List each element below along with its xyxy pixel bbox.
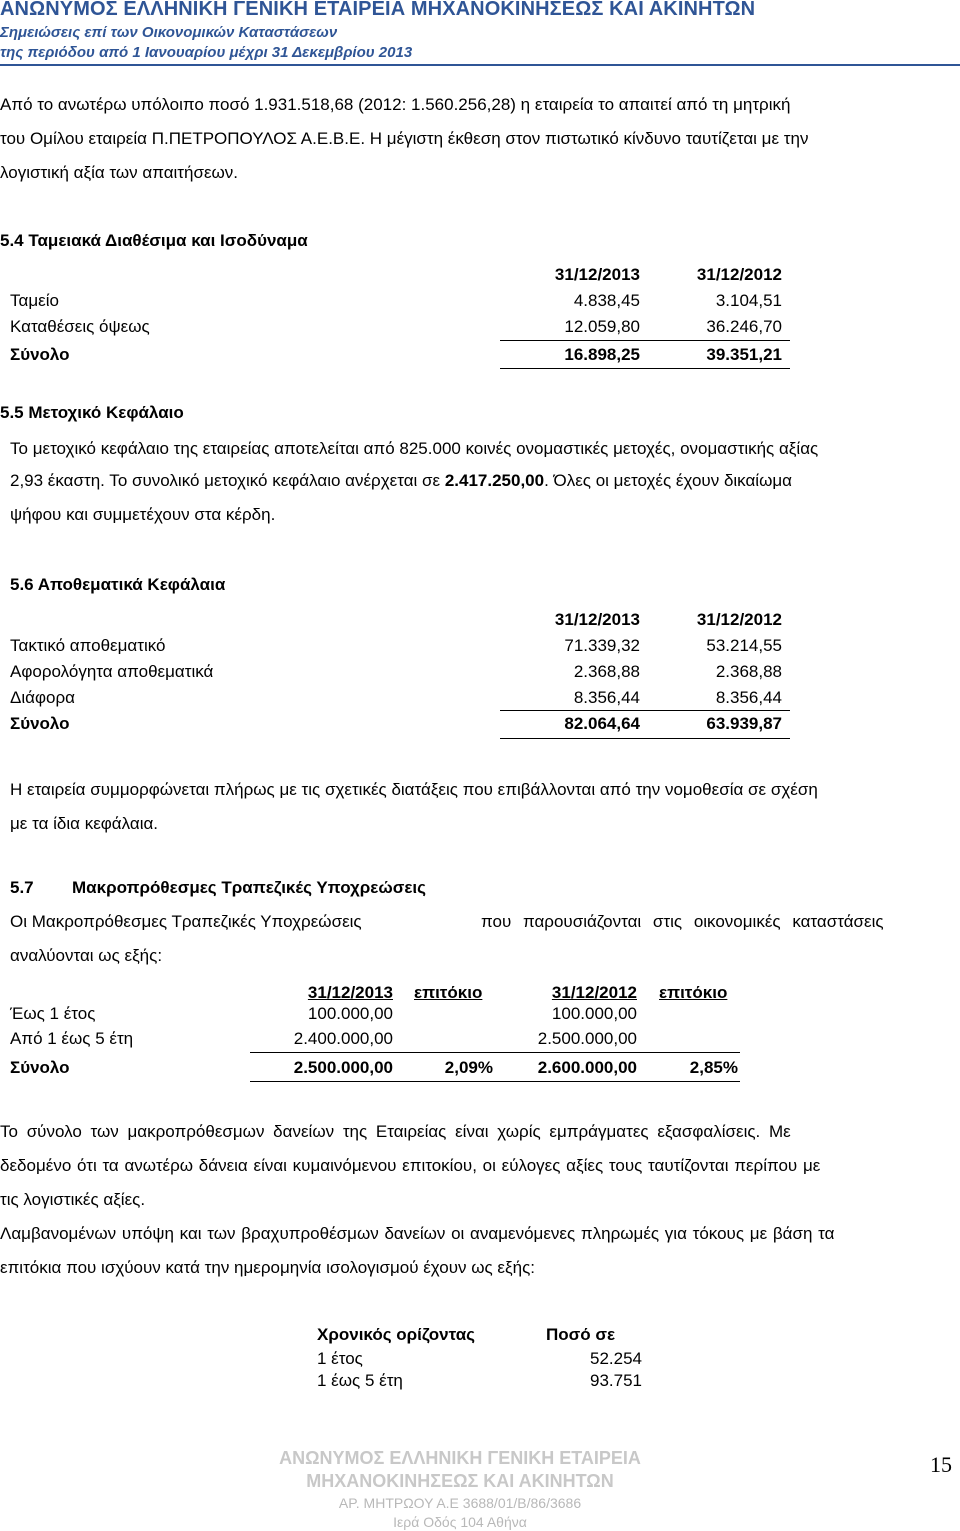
s57-intro-part-1: Οι Μακροπρόθεσμες Τραπεζικές Υποχρεώσεις (10, 912, 362, 931)
s57-total-label: Σύνολο (10, 1058, 70, 1077)
s57-p2-line-2: επιτόκια που ισχύουν κατά την ημερομηνία ισολογισμού έχουν ως εξής: (0, 1258, 535, 1277)
footer-company-line-2: ΜΗΧΑΝΟΚΙΝΗΣΕΩΣ ΚΑΙ ΑΚΙΝΗΤΩΝ (306, 1471, 614, 1491)
s56-col-2013: 31/12/2013 (554, 610, 640, 629)
s56-row-value: 71.339,32 (564, 636, 640, 655)
s57-p1-line-1: Το σύνολο των μακροπρόθεσμων δανείων της Εταιρείας είναι χωρίς εμπράγματες εξασφαλίσεις. Με (0, 1122, 791, 1141)
s57-total-value: 2.500.000,00 (293, 1058, 393, 1077)
s56-total-rule (500, 738, 790, 739)
document-period: της περιόδου από 1 Ιανουαρίου μέχρι 31 Δεκεμβρίου 2013 (0, 44, 413, 61)
s57-p2-line-1: Λαμβανομένων υπόψη και των βραχυπροθέσμων δανείων οι αναμενόμενες πληρωμές για τόκους με βάση τα (0, 1224, 835, 1243)
section-5-7-title: Μακροπρόθεσμες Τραπεζικές Υποχρεώσεις (72, 878, 426, 897)
s54-col-2012: 31/12/2012 (696, 265, 782, 284)
document-subtitle: Σημειώσεις επί των Οικονομικών Καταστάσεων (0, 24, 338, 41)
s57-row-value: 100.000,00 (307, 1004, 393, 1023)
interest-header-amount: Ποσό σε (546, 1325, 616, 1344)
footer-company-line-1: ΑΝΩΝΥΜΟΣ ΕΛΛΗΝΙΚΗ ΓΕΝΙΚΗ ΕΤΑΙΡΕΙΑ (279, 1448, 641, 1468)
s56-row-value: 2.368,88 (715, 662, 782, 681)
s57-col-rate-2012: επιτόκιο (659, 983, 728, 1002)
s54-total-value: 16.898,25 (564, 345, 640, 364)
s57-p1-line-2: δεδομένο ότι τα ανωτέρω δάνεια είναι κυμαινόμενου επιτοκίου, οι εύλογες αξίες τους ταυτίζονται περίπου με (0, 1156, 821, 1175)
s57-row-value: 100.000,00 (551, 1004, 637, 1023)
interest-row-label: 1 έως 5 έτη (317, 1371, 403, 1390)
s57-row-label: Από 1 έως 5 έτη (10, 1029, 134, 1048)
s54-col-2013: 31/12/2013 (554, 265, 640, 284)
s56-col-2012: 31/12/2012 (696, 610, 782, 629)
footer-registry: ΑΡ. ΜΗΤΡΩΟΥ Α.Ε 3688/01/Β/86/3686 (338, 1495, 582, 1511)
interest-header-horizon: Χρονικός ορίζοντας (317, 1325, 476, 1344)
intro-line-2: του Ομίλου εταιρεία Π.ΠΕΤΡΟΠΟΥΛΟΣ Α.Ε.Β.Ε. Η μέγιστη έκθεση στον πιστωτικό κίνδυνο ταυτίζεται με την (0, 129, 809, 148)
s54-row-value: 12.059,80 (564, 317, 640, 336)
s56-note-line-1: Η εταιρεία συμμορφώνεται πλήρως με τις σχετικές διατάξεις που επιβάλλονται από την νομοθεσία σε σχέση (10, 780, 818, 799)
s54-total-value: 39.351,21 (706, 345, 782, 364)
section-5-7-number: 5.7 (10, 878, 34, 897)
footer-address: Ιερά Οδός 104 Αθήνα (393, 1514, 527, 1530)
s56-row-label: Τακτικό αποθεματικό (10, 636, 166, 655)
s56-subtotal-rule (500, 710, 790, 711)
s54-total-rule (500, 368, 790, 369)
header-divider (0, 64, 960, 66)
s55-line-2: 2,93 έκαστη. Το συνολικό μετοχικό κεφάλαιο ανέρχεται σε 2.417.250,00. Όλες οι μετοχές έχουν δικαίωμα (10, 471, 792, 490)
s57-total-rate: 2,09% (444, 1058, 493, 1077)
s56-row-value: 53.214,55 (706, 636, 782, 655)
intro-line-1: Από το ανωτέρω υπόλοιπο ποσό 1.931.518,68 (2012: 1.560.256,28) η εταιρεία το απαιτεί από τη μητρική (0, 95, 791, 114)
s56-total-value: 82.064,64 (564, 714, 640, 733)
document-company-header: ΑΝΩΝΥΜΟΣ ΕΛΛΗΝΙΚΗ ΓΕΝΙΚΗ ΕΤΑΙΡΕΙΑ ΜΗΧΑΝΟΚΙΝΗΣΕΩΣ ΚΑΙ ΑΚΙΝΗΤΩΝ (0, 0, 756, 20)
s57-total-rate: 2,85% (689, 1058, 738, 1077)
s55-line-3: ψήφου και συμμετέχουν στα κέρδη. (10, 505, 276, 524)
page-number: 15 (930, 1452, 952, 1477)
s57-subtotal-rule (250, 1052, 740, 1053)
s54-subtotal-rule (500, 340, 790, 341)
s56-row-value: 8.356,44 (573, 688, 640, 707)
interest-row-value: 52.254 (590, 1349, 642, 1368)
s57-total-rule (250, 1081, 740, 1082)
s57-col-rate-2013: επιτόκιο (414, 983, 483, 1002)
s54-total-label: Σύνολο (10, 345, 70, 364)
s57-row-value: 2.400.000,00 (293, 1029, 393, 1048)
s56-note-line-2: με τα ίδια κεφάλαια. (10, 814, 159, 833)
interest-row-value: 93.751 (590, 1371, 642, 1390)
s57-col-2012: 31/12/2012 (551, 983, 637, 1002)
s56-row-label: Διάφορα (10, 688, 75, 707)
s56-row-value: 8.356,44 (715, 688, 782, 707)
s54-row-label: Καταθέσεις όψεως (10, 317, 150, 336)
s54-row-value: 36.246,70 (706, 317, 782, 336)
interest-row-label: 1 έτος (317, 1349, 363, 1368)
s56-total-value: 63.939,87 (706, 714, 782, 733)
s57-total-value: 2.600.000,00 (537, 1058, 637, 1077)
s54-row-label: Ταμείο (10, 291, 59, 310)
s57-row-label: Έως 1 έτος (10, 1004, 96, 1023)
intro-line-3: λογιστική αξία των απαιτήσεων. (0, 163, 239, 182)
s57-intro-part-2: που παρουσιάζονται στις οικονομικές καταστάσεις (481, 912, 884, 931)
section-5-6-title: 5.6 Αποθεματικά Κεφάλαια (10, 575, 226, 594)
s54-row-value: 4.838,45 (573, 291, 640, 310)
section-5-4-title: 5.4 Ταμειακά Διαθέσιμα και Ισοδύναμα (0, 231, 308, 250)
s56-total-label: Σύνολο (10, 714, 70, 733)
s57-p1-line-3: τις λογιστικές αξίες. (0, 1190, 146, 1209)
s54-row-value: 3.104,51 (715, 291, 782, 310)
s56-row-label: Αφορολόγητα αποθεματικά (10, 662, 214, 681)
s57-col-2013: 31/12/2013 (307, 983, 393, 1002)
s57-intro-line-2: αναλύονται ως εξής: (10, 946, 163, 965)
section-5-5-title: 5.5 Μετοχικό Κεφάλαιο (0, 403, 184, 422)
s56-row-value: 2.368,88 (573, 662, 640, 681)
s55-line-1: Το μετοχικό κεφάλαιο της εταιρείας αποτελείται από 825.000 κοινές ονομαστικές μετοχές, ονομαστικής αξίας (10, 439, 819, 458)
s57-row-value: 2.500.000,00 (537, 1029, 637, 1048)
